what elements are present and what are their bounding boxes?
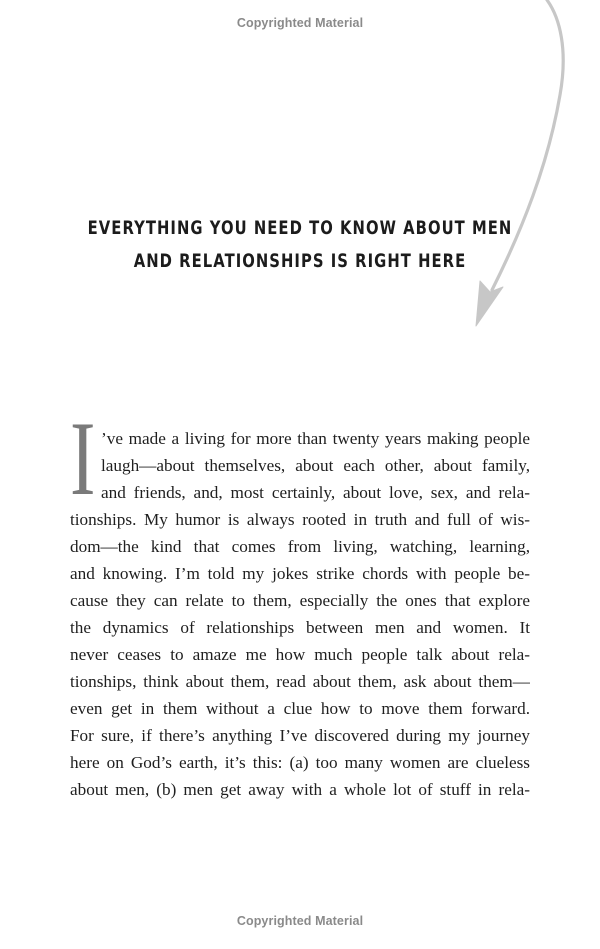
text-line: even get in them without a clue how to move them forward. <box>70 699 530 718</box>
body-paragraph <box>70 425 530 803</box>
text-line: about men, (b) men get away with a whole lot of stuff in rela- <box>70 780 530 799</box>
text-line: tionships. My humor is always rooted in truth and full of wis- <box>70 510 530 529</box>
chapter-title <box>60 212 540 278</box>
text-line: here on God’s earth, it’s this: (a) too many women are clueless <box>70 753 530 772</box>
copyright-watermark-top: Copyrighted Material <box>236 16 364 30</box>
text-line: dom—the kind that comes from living, watching, learning, <box>70 537 530 556</box>
text-line: ’ve made a living for more than twenty years making people <box>101 429 530 448</box>
copyright-watermark-bottom: Copyrighted Material <box>236 914 364 928</box>
text-line: cause they can relate to them, especially the ones that explore <box>70 591 530 610</box>
text-line: tionships, think about them, read about them, ask about them— <box>70 672 530 691</box>
text-line: For sure, if there’s anything I’ve discovered during my journey <box>70 726 530 745</box>
chapter-title-line-1: EVERYTHING YOU NEED TO KNOW ABOUT MEN <box>87 218 513 239</box>
text-line: and knowing. I’m told my jokes strike chords with people be- <box>70 564 530 583</box>
chapter-title-line-2: AND RELATIONSHIPS IS RIGHT HERE <box>133 251 467 272</box>
text-line: never ceases to amaze me how much people talk about rela- <box>70 645 530 664</box>
text-line: laugh—about themselves, about each other, about family, <box>101 456 530 475</box>
drop-cap: I <box>70 400 96 517</box>
text-line: and friends, and, most certainly, about love, sex, and rela- <box>101 483 530 502</box>
text-line: the dynamics of relationships between men and women. It <box>70 618 530 637</box>
